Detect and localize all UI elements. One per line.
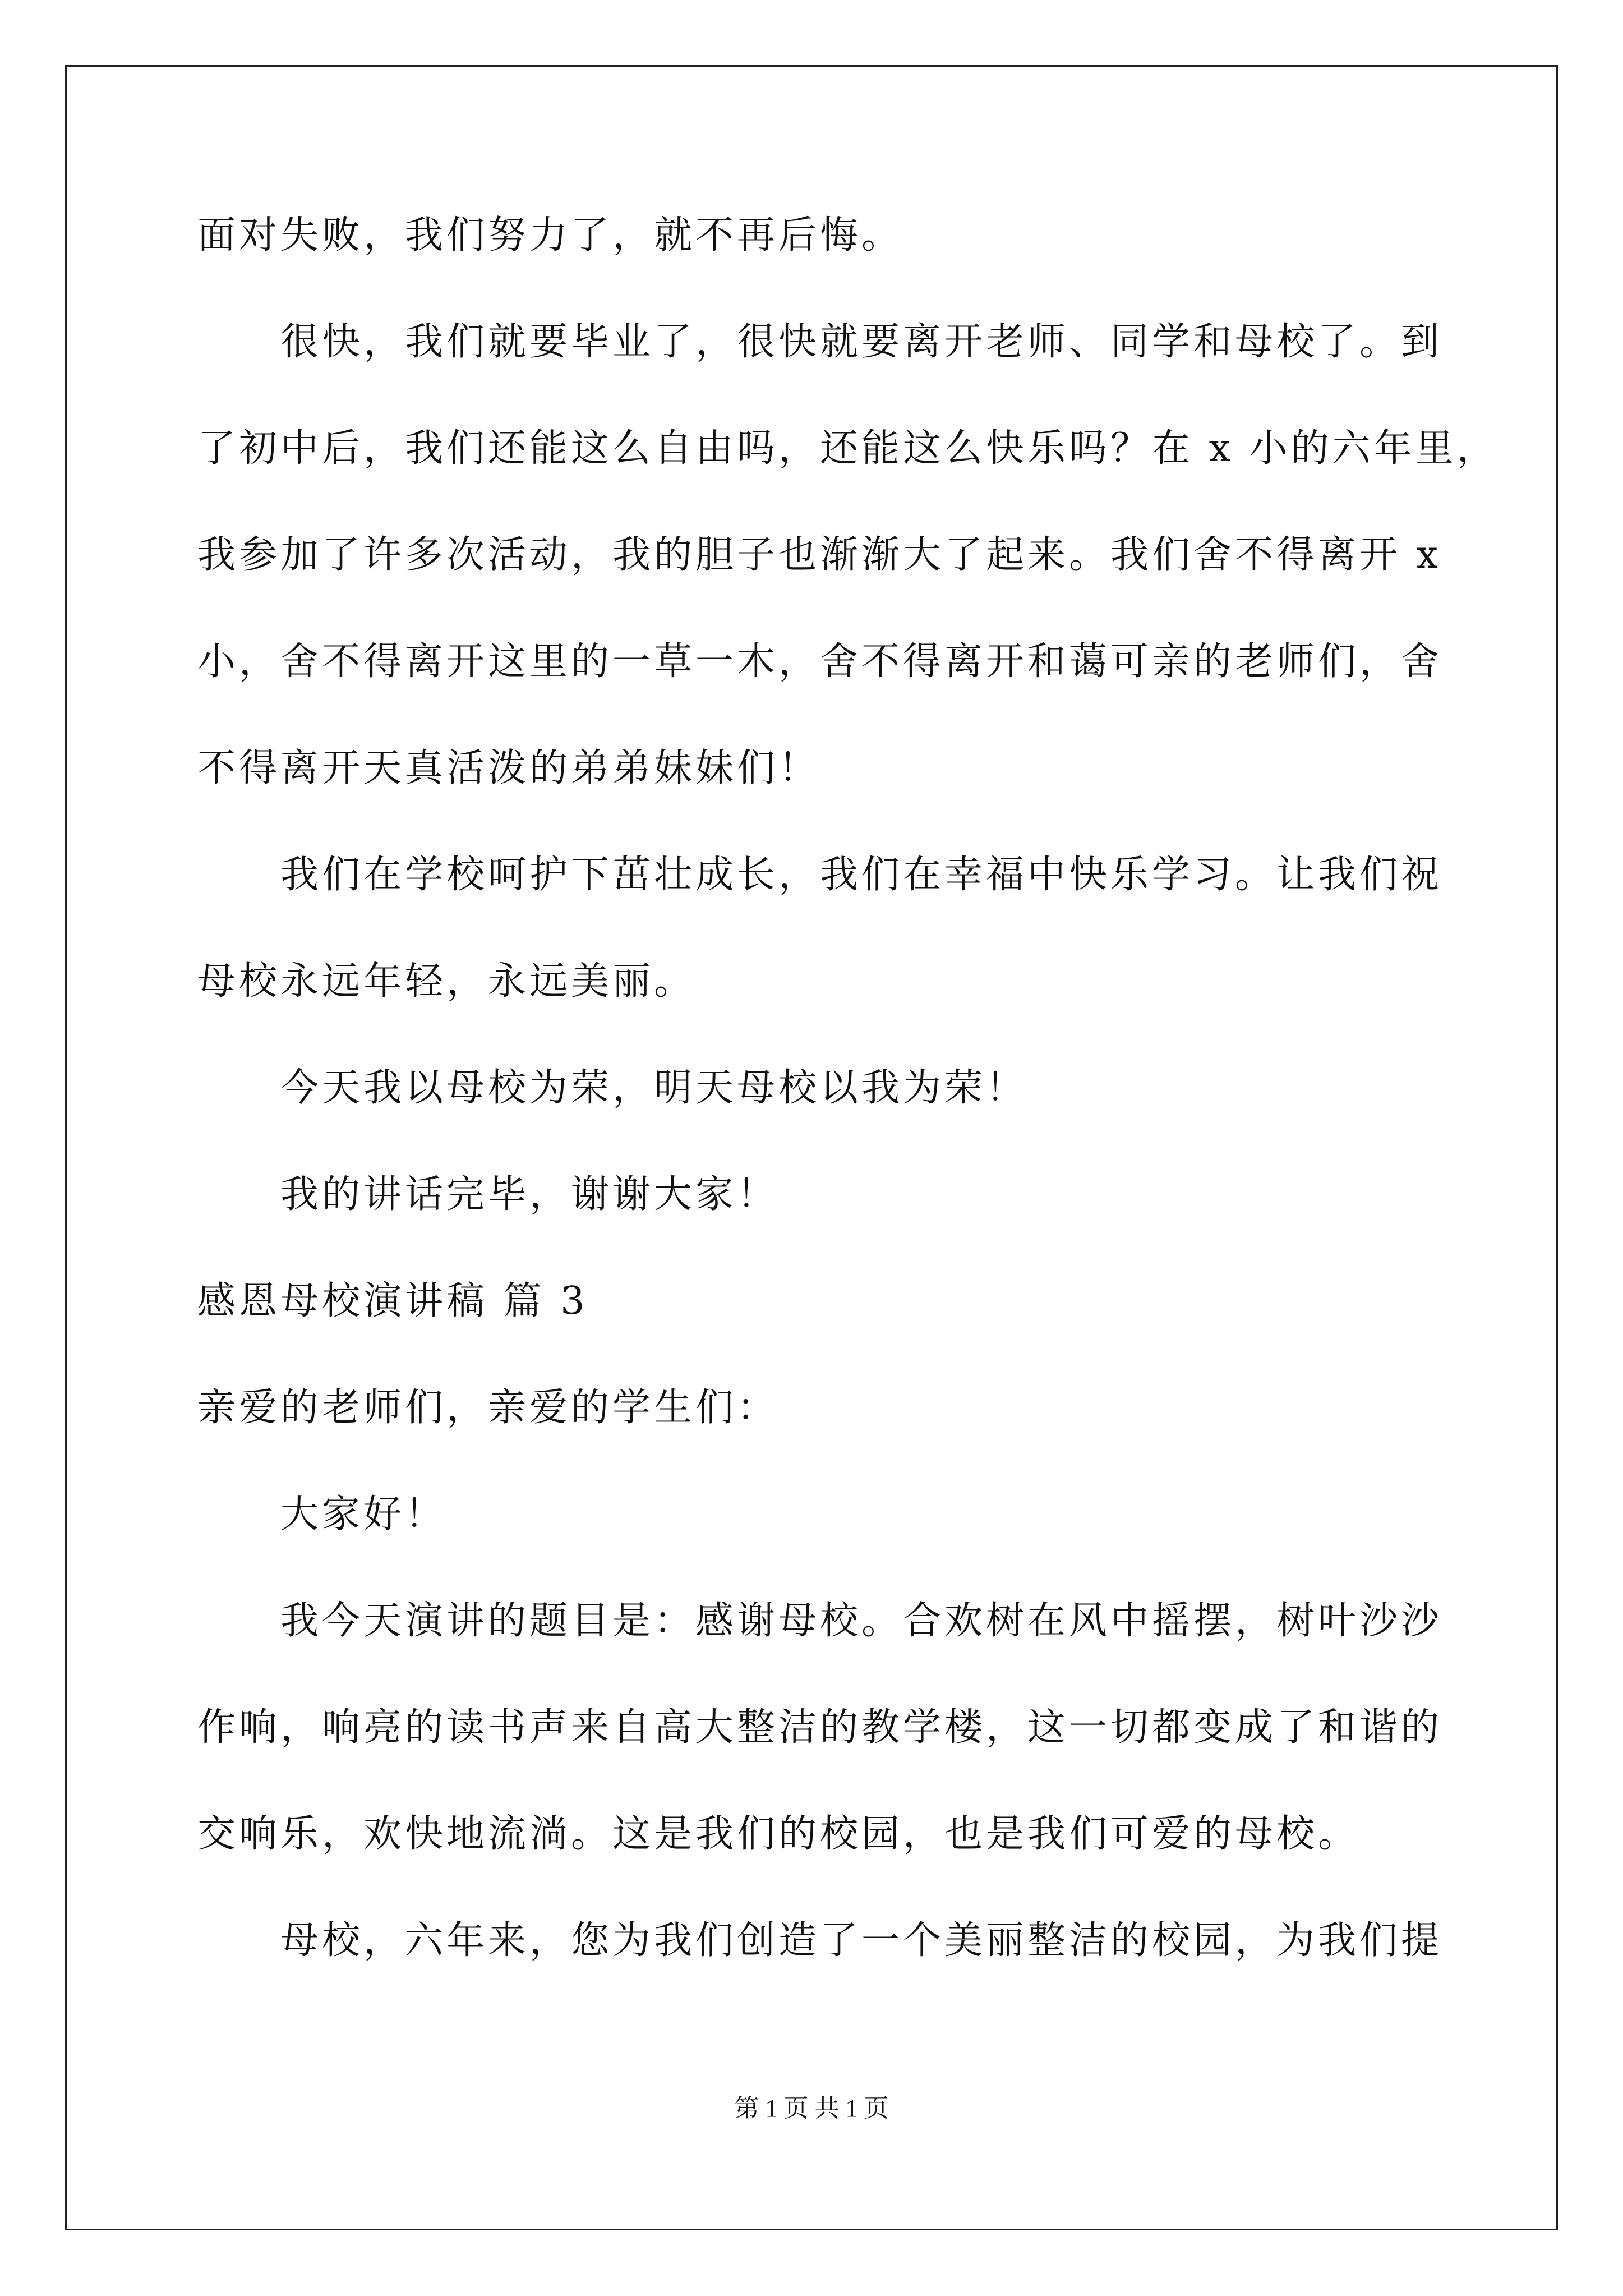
text-line: 小，舍不得离开这里的一草一木，舍不得离开和蔼可亲的老师们，舍 <box>197 639 1443 684</box>
text-line: 母校永远年轻，永远美丽。 <box>197 959 696 1004</box>
greeting: 大家好！ <box>280 1492 447 1536</box>
page-border <box>65 65 1558 2230</box>
text-line: 不得离开天真活泼的弟弟妹妹们！ <box>197 746 820 790</box>
salutation: 亲爱的老师们，亲爱的学生们： <box>197 1386 779 1430</box>
text-line: 交响乐，欢快地流淌。这是我们的校园，也是我们可爱的母校。 <box>197 1812 1360 1856</box>
text-line: 我的讲话完毕，谢谢大家！ <box>280 1172 779 1217</box>
text-line: 作响，响亮的读书声来自高大整洁的教学楼，这一切都变成了和谐的 <box>197 1705 1443 1750</box>
text-line: 母校，六年来，您为我们创造了一个美丽整洁的校园，为我们提 <box>280 1918 1443 1963</box>
text-line: 今天我以母校为荣，明天母校以我为荣！ <box>280 1066 1028 1110</box>
section-heading: 感恩母校演讲稿 篇 3 <box>197 1279 588 1323</box>
page-footer: 第 1 页 共 1 页 <box>734 2095 889 2122</box>
text-line: 我们在学校呵护下茁壮成长，我们在幸福中快乐学习。让我们祝 <box>280 853 1443 897</box>
text-line: 面对失败，我们努力了，就不再后悔。 <box>197 213 903 257</box>
text-line: 很快，我们就要毕业了，很快就要离开老师、同学和母校了。到 <box>280 320 1443 364</box>
text-line: 我参加了许多次活动，我的胆子也渐渐大了起来。我们舍不得离开 x <box>197 533 1441 577</box>
text-line: 了初中后，我们还能这么自由吗，还能这么快乐吗？在 x 小的六年里， <box>197 426 1498 471</box>
text-line: 我今天演讲的题目是：感谢母校。合欢树在风中摇摆，树叶沙沙 <box>280 1599 1443 1643</box>
